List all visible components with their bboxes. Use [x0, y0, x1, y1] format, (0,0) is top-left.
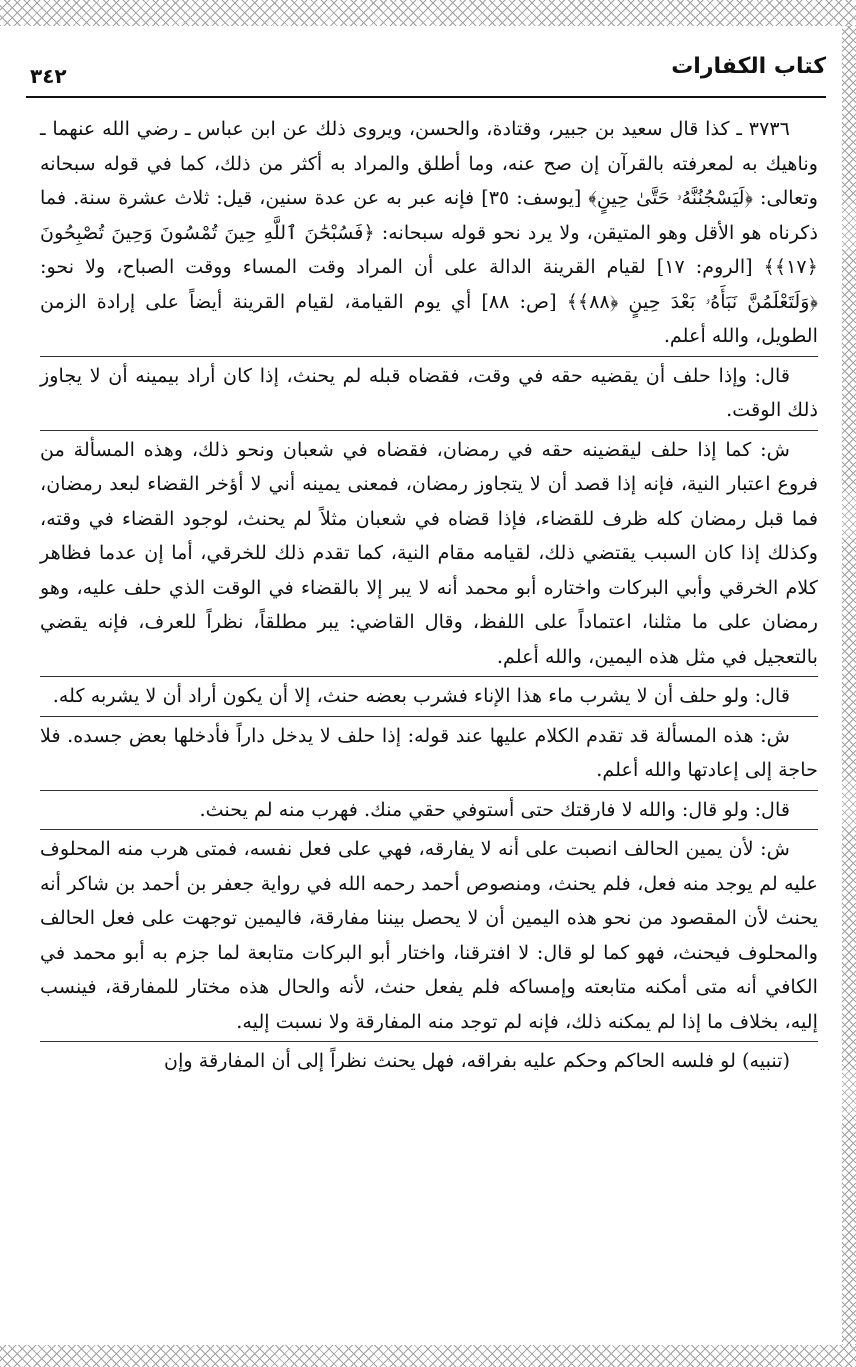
paragraph-text: (تنبيه) لو فلسه الحاكم وحكم عليه بفراقه، فهل يحنث نظراً إلى أن المفارقة وإن [164, 1049, 790, 1072]
page-body [40, 112, 818, 1342]
paragraph-divider [40, 430, 818, 431]
paragraph-matn-parting [40, 793, 818, 828]
ornamental-border-top [0, 0, 856, 26]
paragraph-commentary-3736 [40, 112, 818, 354]
paragraph-divider [40, 1041, 818, 1042]
paragraph-sharh-oath-time [40, 433, 818, 675]
paragraph-divider [40, 790, 818, 791]
paragraph-text: قال: ولو حلف أن لا يشرب ماء هذا الإناء فشرب بعضه حنث، إلا أن يكون أراد أن لا يشربه كله. [52, 684, 790, 707]
paragraph-text: ش: هذه المسألة قد تقدم الكلام عليها عند قوله: إذا حلف لا يدخل داراً فأدخلها بعض جسده. فلا حاجة إلى إعادتها والله أعلم. [40, 723, 818, 781]
paragraph-tanbih [40, 1044, 818, 1079]
paragraph-text: ش: كما إذا حلف ليقضينه حقه في رمضان، فقضاه في شعبان ونحو ذلك، وهذه المسألة من فروع اعتبار النية، فإنه إذا قصد أن لا يتجاوز رمضان، فمعنى يمينه أني لا أؤخر القضاء لبعد رمضان، فما قبل رمضان كله ظرف للقضاء، فإذا قضاه في شعبان مثلاً لم يحنث، لوجود القضاء في وقته، وكذلك إذا كان السبب يقتضي ذلك، لقيامه مقام النية، كما تقدم ذلك للخرقي، أما إن عدما فظاهر كلام الخرقي وأبي البركات واختاره أبو محمد أنه لا يبر إلا بالقضاء في الوقت الذي حلف عليه، وهو رمضان على ما مثلنا، اعتماداً على اللفظ، وقال القاضي: يبر مطلقاً، نظراً للعرف، فإنه يقضي بالتعجيل في مثل هذه اليمين، والله أعلم. [40, 437, 818, 668]
paragraph-sharh-vessel [40, 719, 818, 788]
paragraph-text: قال: ولو قال: والله لا فارقتك حتى أستوفي حقي منك. فهرب منه لم يحنث. [199, 797, 790, 821]
paragraph-sharh-parting [40, 832, 818, 1039]
paragraph-divider [40, 829, 818, 830]
paragraph-text: قال: وإذا حلف أن يقضيه حقه في وقت، فقضاه قبله لم يحنث، إذا كان أراد بيمينه أن لا يجاوز ذلك الوقت. [40, 363, 818, 421]
book-title: كتاب الكفارات [671, 54, 826, 79]
paragraph-divider [40, 716, 818, 717]
paragraph-text: ٣٧٣٦ ـ كذا قال سعيد بن جبير، وقتادة، والحسن، ويروى ذلك عن ابن عباس ـ رضي الله عنهما ـ وناهيك به لمعرفته بالقرآن إن صح عنه، وما أطلق والمراد به أكثر من ذلك، كما في قوله سبحانه وتعالى: ﴿لَيَسْجُنُنَّهُۥ حَتَّىٰ حِينٍ﴾ [يوسف: ٣٥] فإنه عبر به عن عدة سنين، قيل: ثلاث عشرة سنة. فما ذكرناه هو الأقل وهو المتيقن، ولا يرد نحو قوله سبحانه: ﴿فَسُبْحَٰنَ ٱللَّهِ حِينَ تُمْسُونَ وَحِينَ تُصْبِحُونَ ﴿١٧﴾﴾ [الروم: ١٧] لقيام القرينة الدالة على أن المراد وقت المساء ووقت الصباح، ولا نحو: ﴿وَلَتَعْلَمُنَّ نَبَأَهُۥ بَعْدَ حِينٍ ﴿٨٨﴾﴾ [ص: ٨٨] أي يوم القيامة، لقيام القرينة أيضاً على إرادة الزمن الطويل، والله أعلم. [40, 117, 819, 347]
ornamental-border-right [842, 26, 856, 1345]
page-header [26, 48, 826, 98]
ornamental-border-bottom [0, 1345, 856, 1367]
paragraph-matn-vessel [40, 679, 818, 714]
page-number: ٣٤٢ [30, 64, 67, 88]
paragraph-divider [40, 356, 818, 357]
paragraph-matn-oath-time [40, 359, 818, 428]
paragraph-text: ش: لأن يمين الحالف انصبت على أنه لا يفارقه، فهي على فعل نفسه، فمتى هرب منه المحلوف عليه لم يوجد منه فعل، فلم يحنث، ومنصوص أحمد رحمه الله في رواية جعفر بن أحمد بن شاكر أنه يحنث لأن المقصود من نحو هذه اليمين أن لا يحصل بيننا مفارقة، فاليمين توجهت على فعل الحالف والمحلوف فيحنث، فهو كما لو قال: لا افترقنا، واختار أبو البركات متابعة لما جزم به أبو محمد في الكافي أنه متى أمكنه متابعته وإمساكه فلم يفعل حنث، لأنه والحال هذه مختار للمفارقة، فينسب إليه، بخلاف ما إذا لم يمكنه ذلك، فإنه لم توجد منه المفارقة ولا نسبت إليه. [40, 837, 818, 1033]
paragraph-divider [40, 676, 818, 677]
